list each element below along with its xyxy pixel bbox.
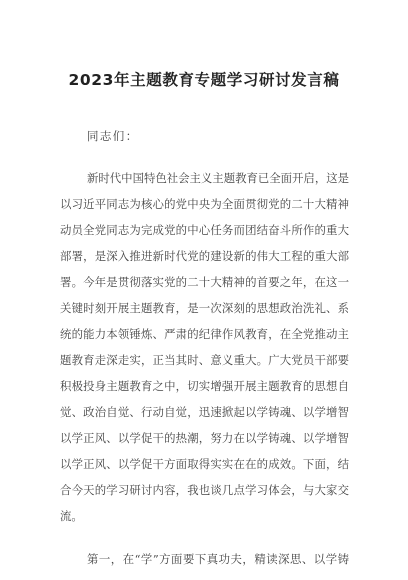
paragraph-line: 以习近平同志为核心的党中央为全面贯彻党的二十大精神 xyxy=(60,197,349,211)
paragraph-line: 动员全党同志为完成党的中心任务而团结奋斗所作的重大 xyxy=(60,223,349,237)
paragraph-line: 新时代中国特色社会主义主题教育已全面开启，这是 xyxy=(87,171,349,185)
paragraph-line: 题教育走深走实，正当其时、意义重大。广大党员干部要 xyxy=(60,353,349,367)
paragraph-line: 合今天的学习研讨内容，我也谈几点学习体会，与大家交 xyxy=(60,483,349,497)
paragraph-line: 第一，在“学”方面要下真功夫，精读深思、以学铸 xyxy=(87,552,349,566)
salutation: 同志们： xyxy=(87,129,139,143)
paragraph-line: 以学正风、以学促干的热潮，努力在以学铸魂、以学增智 xyxy=(60,431,349,445)
paragraph-line: 觉、政治自觉、行动自觉，迅速掀起以学铸魂、以学增智 xyxy=(60,405,349,419)
paragraph-line: 署。今年是贯彻落实党的二十大精神的首要之年，在这一 xyxy=(60,275,349,289)
paragraph-line: 以学正风、以学促干方面取得实实在在的成效。下面，结 xyxy=(60,457,349,471)
paragraph-line: 积极投身主题教育之中，切实增强开展主题教育的思想自 xyxy=(60,379,349,393)
paragraph-line: 统的能力本领锤炼、严肃的纪律作风教育，在全党推动主 xyxy=(60,327,349,341)
paragraph-line: 关键时刻开展主题教育，是一次深刻的思想政治洗礼、系 xyxy=(60,301,349,315)
paragraph-line: 部署，是深入推进新时代党的建设新的伟大工程的重大部 xyxy=(60,249,349,263)
paragraph-line: 流。 xyxy=(60,509,83,523)
document-title: 2023年主题教育专题学习研讨发言稿 xyxy=(68,71,340,89)
